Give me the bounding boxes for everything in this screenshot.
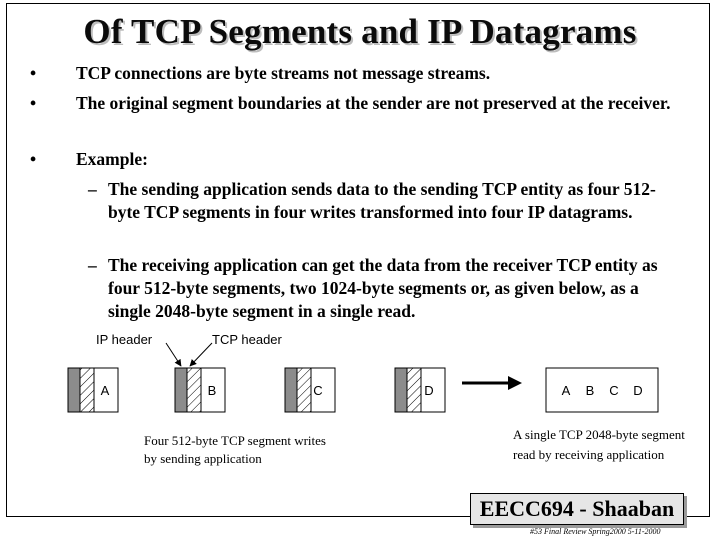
ip-header-pointer [166, 343, 181, 366]
combined-segment [546, 368, 658, 412]
tcp-header-label: TCP header [212, 332, 282, 347]
segment-label: B [207, 383, 217, 398]
arrow-right-icon-head [508, 376, 522, 390]
tcp-header-block [297, 368, 311, 412]
caption-receiving: A single TCP 2048-byte segment read by receiving application [513, 427, 685, 462]
combined-label: D [633, 383, 643, 398]
bullet-marker: • [30, 93, 37, 113]
ip-header-block [68, 368, 80, 412]
course-badge: EECC694 - Shaaban [470, 493, 684, 525]
tcp-header-block [407, 368, 421, 412]
ip-datagram-a [68, 368, 118, 412]
bullet-text: TCP connections are byte streams not message streams. [76, 63, 491, 83]
ip-header-block [395, 368, 407, 412]
tcp-header-pointer [190, 343, 212, 366]
combined-label: A [561, 383, 571, 398]
ip-datagram-d [395, 368, 445, 412]
sub-bullet-text: The receiving application can get the data from the receiver TCP entity as four 512-byte segments, two 1024-byte segments or, as given below, as a single 2048-byte segment in a single read. [108, 255, 658, 321]
ip-header-block [175, 368, 187, 412]
sub-bullet-marker: – [88, 179, 97, 199]
tcp-header-block [187, 368, 201, 412]
ip-datagram-c [285, 368, 335, 412]
ip-datagram-b [175, 368, 225, 412]
ip-header-label: IP header [96, 332, 153, 347]
bullet-text: The original segment boundaries at the sender are not preserved at the receiver. [76, 93, 671, 113]
segment-label: C [313, 383, 323, 398]
segment-label: A [100, 383, 110, 398]
combined-label: B [585, 383, 595, 398]
combined-label: C [609, 383, 619, 398]
bullet-text: Example: [76, 149, 148, 169]
bullet-marker: • [30, 149, 37, 169]
sub-bullet-marker: – [88, 255, 97, 275]
bullet-marker: • [30, 63, 37, 83]
ip-header-block [285, 368, 297, 412]
slide-footer: #53 Final Review Spring2000 5-11-2000 [530, 527, 661, 536]
tcp-header-block [80, 368, 94, 412]
slide-title: Of TCP Segments and IP Datagrams [83, 12, 637, 51]
caption-sending: Four 512-byte TCP segment writes by sending application [144, 433, 326, 466]
segment-label: D [424, 383, 434, 398]
sub-bullet-text: The sending application sends data to the sending TCP entity as four 512-byte TCP segments in four writes transformed into four IP datagrams. [108, 179, 656, 222]
